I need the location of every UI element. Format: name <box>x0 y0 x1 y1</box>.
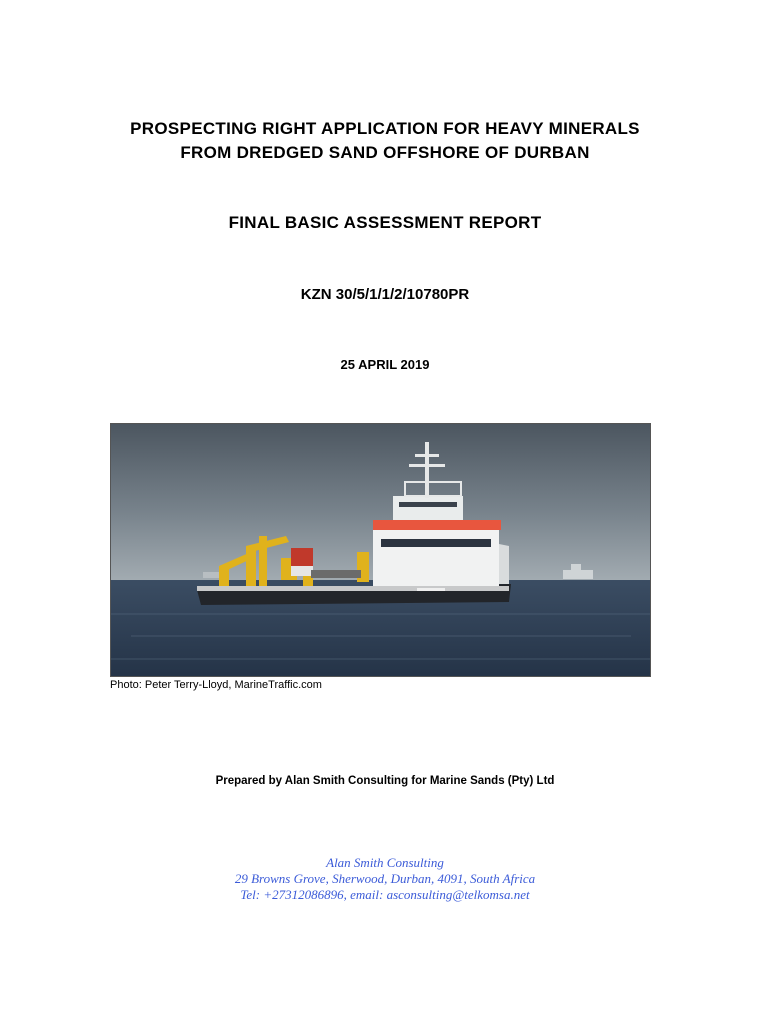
report-type: FINAL BASIC ASSESSMENT REPORT <box>228 213 542 232</box>
prepared-by: Prepared by Alan Smith Consulting for Marine Sands (Pty) Ltd <box>215 775 555 787</box>
contact-block <box>0 855 770 903</box>
document-title <box>0 117 770 165</box>
contact-name: Alan Smith Consulting <box>326 855 444 870</box>
contact-address: 29 Browns Grove, Sherwood, Durban, 4091, South Africa <box>234 871 536 886</box>
photo-credit: Photo: Peter Terry-Lloyd, MarineTraffic.com <box>110 679 322 691</box>
report-date: 25 APRIL 2019 <box>340 357 430 372</box>
reference-number: KZN 30/5/1/1/2/10780PR <box>300 286 470 303</box>
title-line-2: FROM DREDGED SAND OFFSHORE OF DURBAN <box>180 143 590 162</box>
title-line-1: PROSPECTING RIGHT APPLICATION FOR HEAVY MINERALS <box>130 119 640 138</box>
contact-tel-email[interactable]: Tel: +27312086896, email: asconsulting@telkomsa.net <box>240 887 530 902</box>
dredger-ship-photo <box>110 423 651 677</box>
ship-illustration <box>111 424 651 677</box>
